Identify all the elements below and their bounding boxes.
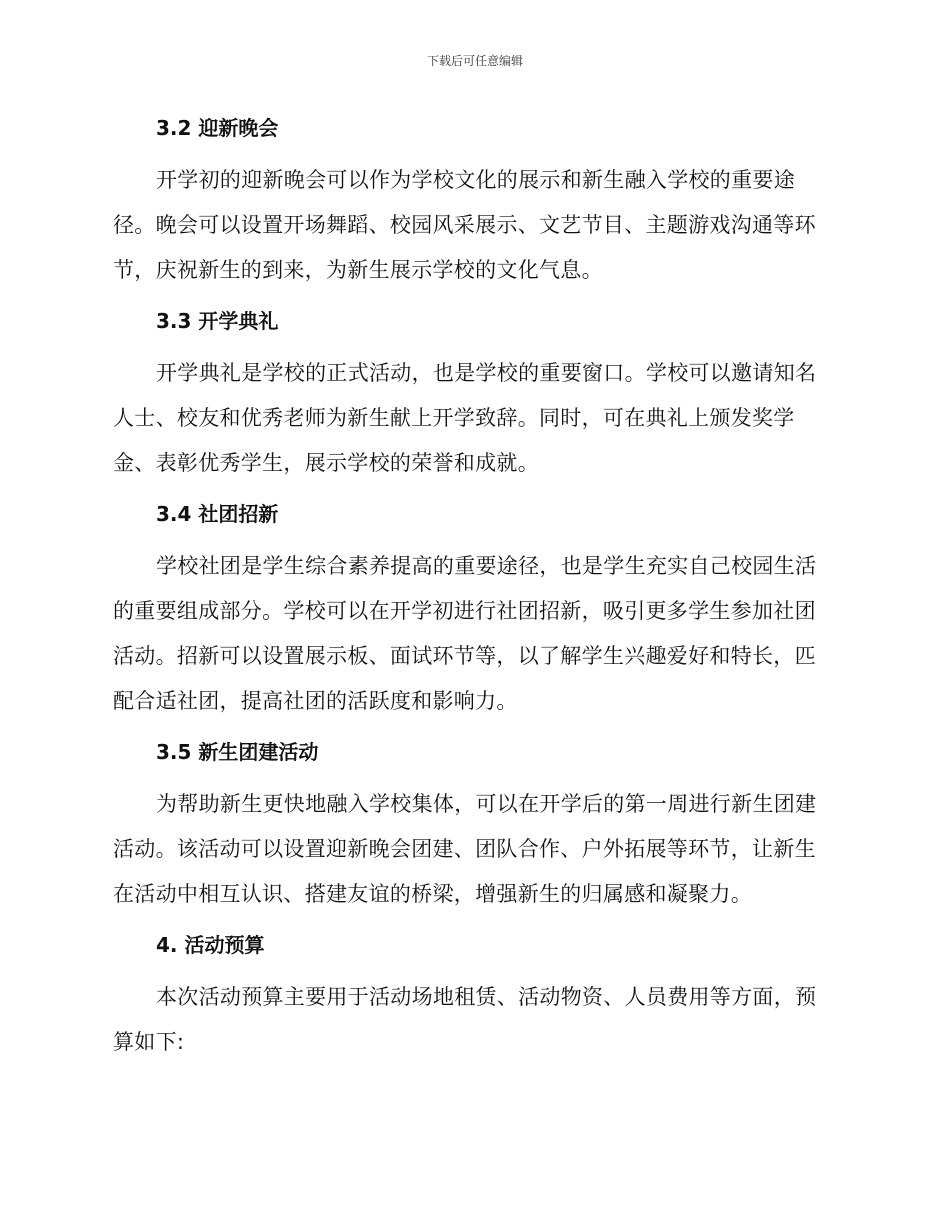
paragraph	[113, 351, 832, 486]
section-3-4	[113, 497, 832, 724]
header-note: 下载后可任意编辑	[426, 54, 523, 68]
paragraph-line: 学校社团是学生综合素养提高的重要途径，也是学生充实自己校园生活	[156, 554, 817, 578]
section-4	[113, 928, 832, 1065]
section-3-2	[113, 111, 832, 293]
section-3-3	[113, 304, 832, 486]
paragraph-line: 开学初的迎新晚会可以作为学校文化的展示和新生融入学校的重要途	[156, 168, 795, 192]
section-heading: 4. 活动预算	[156, 933, 265, 957]
section-heading: 3.5 新生团建活动	[156, 740, 319, 764]
section-heading: 3.4 社团招新	[156, 502, 279, 526]
paragraph	[113, 782, 832, 917]
paragraph-line: 开学典礼是学校的正式活动，也是学校的重要窗口。学校可以邀请知名	[156, 361, 817, 385]
paragraph	[113, 975, 832, 1065]
paragraph-line: 配合适社团，提高社团的活跃度和影响力。	[113, 689, 518, 713]
paragraph-line: 活动。该活动可以设置迎新晚会团建、团队合作、户外拓展等环节，让新生	[113, 837, 816, 861]
document-body	[113, 111, 832, 1076]
paragraph-line: 径。晚会可以设置开场舞蹈、校园风采展示、文艺节目、主题游戏沟通等环	[113, 213, 816, 237]
paragraph-line: 活动。招新可以设置展示板、面试环节等，以了解学生兴趣爱好和特长，匹	[113, 644, 816, 668]
paragraph-line: 为帮助新生更快地融入学校集体，可以在开学后的第一周进行新生团建	[156, 792, 817, 816]
section-heading: 3.3 开学典礼	[156, 309, 279, 333]
paragraph	[113, 544, 832, 724]
section-heading: 3.2 迎新晚会	[156, 116, 279, 140]
paragraph-line: 的重要组成部分。学校可以在开学初进行社团招新，吸引更多学生参加社团	[113, 599, 816, 623]
paragraph-line: 节，庆祝新生的到来，为新生展示学校的文化气息。	[113, 258, 603, 282]
paragraph-line: 本次活动预算主要用于活动场地租赁、活动物资、人员费用等方面，预	[156, 985, 817, 1009]
paragraph-line: 人士、校友和优秀老师为新生献上开学致辞。同时，可在典礼上颁发奖学	[113, 406, 795, 430]
paragraph-line: 金、表彰优秀学生，展示学校的荣誉和成就。	[113, 451, 539, 475]
section-3-5	[113, 735, 832, 917]
paragraph-line: 在活动中相互认识、搭建友谊的桥梁，增强新生的归属感和凝聚力。	[113, 882, 752, 906]
paragraph-line: 算如下:	[113, 1030, 185, 1054]
paragraph	[113, 158, 832, 293]
